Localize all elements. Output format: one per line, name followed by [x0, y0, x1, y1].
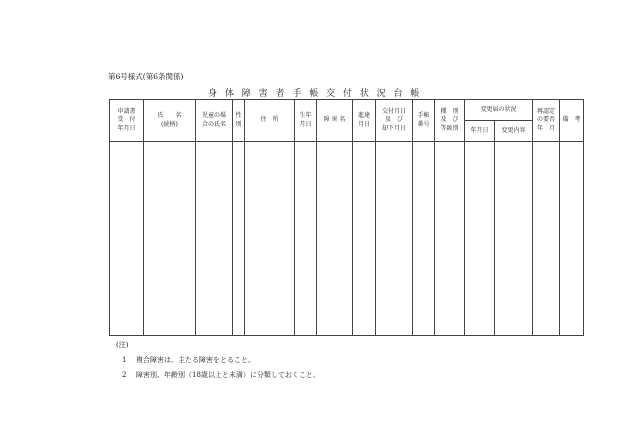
- note-item: [116, 357, 320, 364]
- table-cell: [144, 142, 196, 336]
- col-address: 住 所: [245, 100, 295, 142]
- note-text: 複合障害は、主たる障害をとること。: [136, 356, 255, 364]
- table-cell: [413, 142, 435, 336]
- table-cell: [533, 142, 560, 336]
- col-recertification: 再認定 の要否 年 月: [533, 100, 560, 142]
- col-application-date: 申請書 受 付 年月日: [110, 100, 144, 142]
- table-cell: [110, 142, 144, 336]
- ledger-title: 身 体 障 害 者 手 帳 交 付 状 況 台 帳: [208, 89, 422, 99]
- notes-heading: (注): [116, 341, 129, 349]
- table-cell: [376, 142, 413, 336]
- col-disability-name: 障 害 名: [317, 100, 353, 142]
- table-cell: [435, 142, 465, 336]
- table-cell: [495, 142, 533, 336]
- table-cell: [295, 142, 317, 336]
- col-category-grade: 種 別 及 び 等級別: [435, 100, 465, 142]
- table-cell: [233, 142, 245, 336]
- table-body-row: [110, 142, 584, 336]
- table-cell: [560, 142, 584, 336]
- ledger-table: [109, 99, 584, 336]
- form-number: 第6号様式(第6条関係): [108, 72, 184, 81]
- col-change-status: 変更届の状況: [465, 100, 533, 121]
- table-cell: [465, 142, 495, 336]
- col-progress-date: 進達 月日: [353, 100, 376, 142]
- col-guardian-name: 児童の場 合の氏名: [196, 100, 233, 142]
- col-sex: 性 別: [233, 100, 245, 142]
- col-issue-date: 交付月日 及 び 却下月日: [376, 100, 413, 142]
- table-cell: [353, 142, 376, 336]
- col-name: 氏 名 (続柄): [144, 100, 196, 142]
- note-item: [116, 372, 320, 379]
- table-cell: [317, 142, 353, 336]
- note-text: 障害別、年齢別（18歳以上と未満）に分類しておくこと。: [136, 371, 320, 379]
- table-cell: [245, 142, 295, 336]
- col-change-date: 年月日: [465, 121, 495, 142]
- col-birth-date: 生年 月日: [295, 100, 317, 142]
- col-change-content: 変更内容: [495, 121, 533, 142]
- notes: [116, 342, 320, 387]
- col-booklet-number: 手帳 番号: [413, 100, 435, 142]
- col-remarks: 備 考: [560, 100, 584, 142]
- note-number: 2: [122, 371, 127, 379]
- table-cell: [196, 142, 233, 336]
- note-number: 1: [122, 356, 127, 364]
